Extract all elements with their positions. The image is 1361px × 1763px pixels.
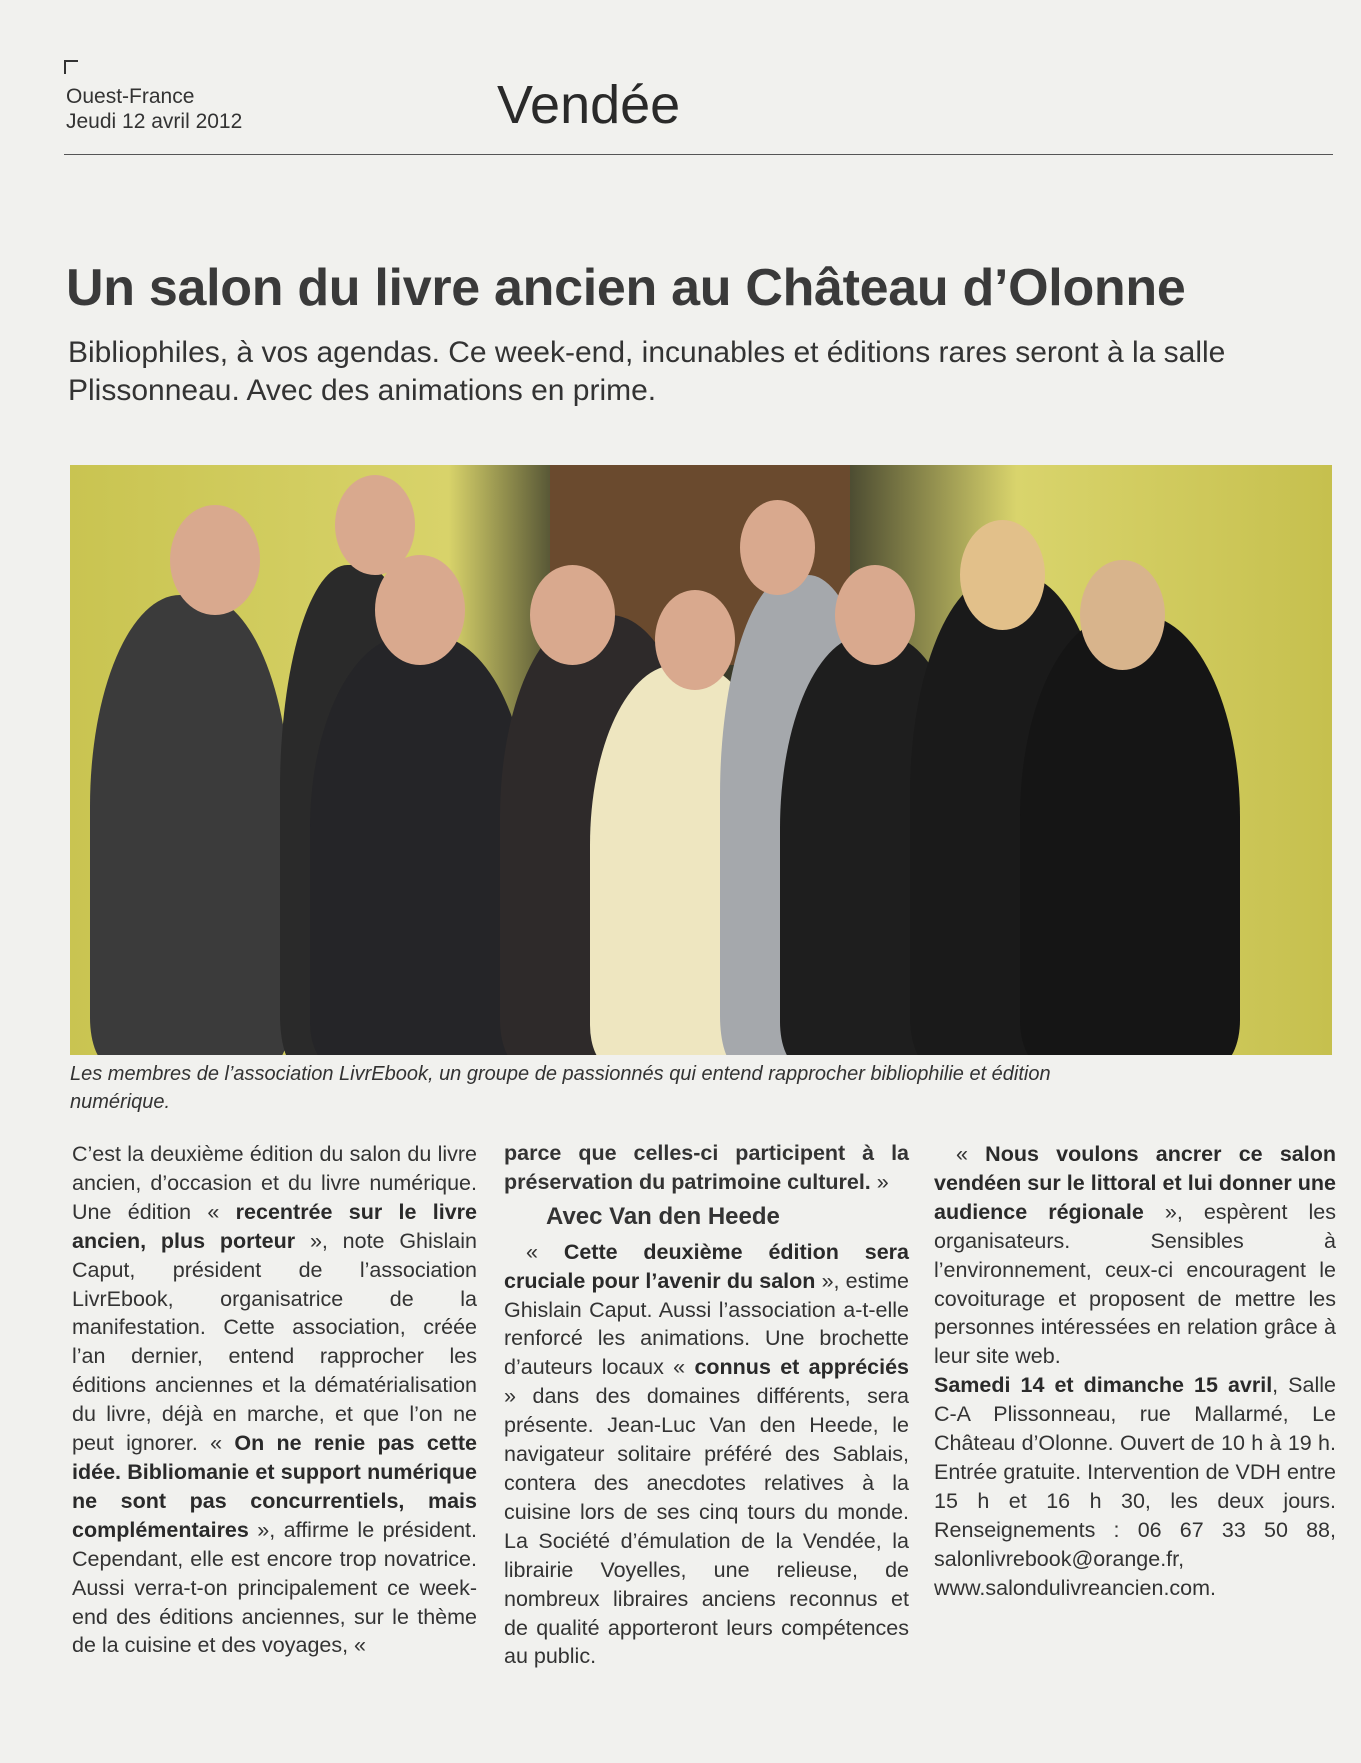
article-column-3: « Nous voulons ancrer ce salon vendéen sur le littoral et lui donner une audience régionale », espèrent les organisateurs. Sensibles à l’environnement, ceux-ci encouragent le covoiturage et proposent de mettre les personnes intéressées en relation grâce à leur site web. Samedi 14 et dimanche 15 avril, Salle C-A Plissonneau, rue Mallarmé, Le Château d’Olonne. Ouvert de 10 h à 19 h. Entrée gratuite. Intervention de VDH entre 15 h et 16 h 30, les deux jours. Renseignements : 06 67 33 50 88, salonlivrebook@orange.fr, www.salondulivreancien.com.	[934, 1140, 1336, 1603]
article-column-2: parce que celles-ci participent à la préservation du patrimoine culturel. » Avec Van den Heede « Cette deuxième édition sera cruciale pour l’avenir du salon », estime Ghislain Caput. Aussi l’association a-t-elle renforcé les animations. Une brochette d’auteurs locaux « connus et appréciés » dans des domaines différents, sera présente. Jean-Luc Van den Heede, le navigateur solitaire préféré des Sablais, contera des anecdotes relatives à la cuisine lors de ses cinq tours du monde. La Société d’émulation de la Vendée, la librairie Voyelles, une relieuse, de nombreux libraires anciens reconnus et de qualité apporteront leurs compétences au public.	[504, 1141, 910, 1669]
issue-date: Jeudi 12 avril 2012	[66, 110, 243, 133]
article-column-1: C’est la deuxième édition du salon du livre ancien, d’occasion et du livre numérique. Une édition « recentrée sur le livre ancien, plus porteur », note Ghislain Caput, président de l’association LivrEbook, organisatrice de la manifestation. Cette association, créée l’an dernier, entend rapprocher les éditions anciennes et la dématérialisation du livre, déjà en marche, et que l’on ne peut ignorer. « On ne renie pas cette idée. Bibliomanie et support numérique ne sont pas concurrentiels, mais complémentaires », affirme le président. Cependant, elle est encore trop novatrice. Aussi verra-t-on principalement ce week-end des éditions anciennes, sur le thème de la cuisine et des voyages, «	[72, 1142, 478, 1658]
article-title: Un salon du livre ancien au Château d’Olonne	[66, 259, 1186, 317]
crop-mark	[64, 60, 78, 74]
article-photo	[70, 465, 1332, 1055]
masthead	[66, 84, 242, 134]
paper-name: Ouest-France	[66, 85, 195, 108]
event-info: Samedi 14 et dimanche 15 avril, Salle C-A Plissonneau, rue Mallarmé, Le Château d’Olonne. Ouvert de 10 h à 19 h. Entrée gratuite. Intervention de VDH entre 15 h et 16 h 30, les deux jours. Renseignements : 06 67 33 50 88, salonlivrebook@orange.fr, www.salondulivreancien.com.	[934, 1373, 1336, 1600]
person	[90, 595, 290, 1055]
header-divider	[64, 154, 1333, 155]
subheading: Avec Van den Heede	[546, 1202, 780, 1230]
person	[1020, 615, 1240, 1055]
article-subtitle: Bibliophiles, à vos agendas. Ce week-end, incunables et éditions rares seront à la salle Plissonneau. Avec des animations en prime.	[68, 336, 1226, 407]
section-title: Vendée	[497, 75, 681, 135]
photo-caption: Les membres de l’association LivrEbook, un groupe de passionnés qui entend rapprocher bibliophilie et édition numérique.	[70, 1063, 1051, 1113]
person	[310, 635, 530, 1055]
